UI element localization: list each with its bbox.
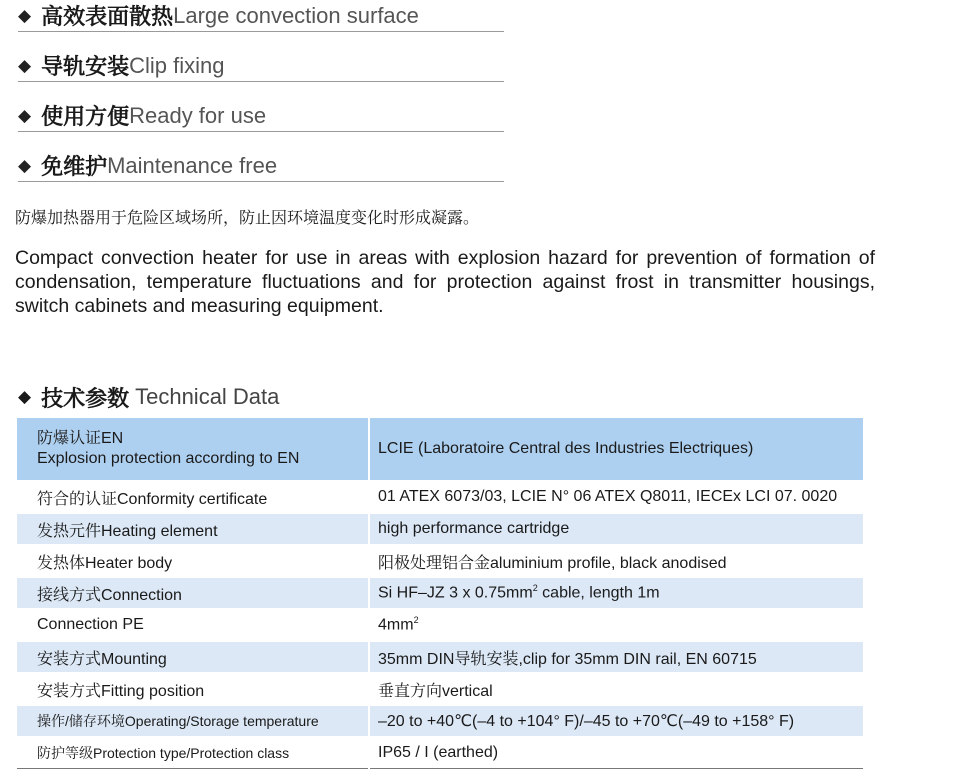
- row-label: Connection PE: [17, 609, 369, 641]
- diamond-bullet-icon: ◆: [18, 5, 32, 25]
- row-value: 01 ATEX 6073/03, LCIE N° 06 ATEX Q8011, IECEx LCI 07. 0020: [369, 481, 863, 513]
- feature-label-zh: 使用方便: [41, 105, 130, 130]
- row-label: 安装方式Mounting: [17, 641, 369, 673]
- feature-item: [18, 0, 504, 32]
- row-value: –20 to +40℃(–4 to +104° F)/–45 to +70℃(–49 to +158° F): [369, 705, 863, 737]
- table-row: [17, 705, 863, 737]
- feature-label-en: Ready for use: [129, 102, 267, 128]
- row-label: 发热体Heater body: [17, 545, 369, 577]
- table-row: [17, 641, 863, 673]
- row-value: 阳极处理铝合金aluminium profile, black anodised: [369, 545, 863, 577]
- technical-data-table: [17, 418, 863, 769]
- diamond-bullet-icon: ◆: [18, 105, 32, 125]
- table-row: [17, 577, 863, 609]
- section-title-en: Technical Data: [135, 384, 280, 409]
- feature-label-zh: 免维护: [41, 155, 108, 180]
- diamond-bullet-icon: ◆: [18, 387, 32, 406]
- row-value-tail: cable, length 1m: [537, 584, 660, 602]
- row-label: 防护等级Protection type/Protection class: [17, 737, 369, 769]
- diamond-bullet-icon: ◆: [18, 55, 32, 75]
- diamond-bullet-icon: ◆: [18, 155, 32, 175]
- row-value-text: 4mm: [378, 616, 414, 634]
- row-label: 安装方式Fitting position: [17, 673, 369, 705]
- table-row: [17, 513, 863, 545]
- row-value: 35mm DIN导轨安装,clip for 35mm DIN rail, EN 60715: [369, 641, 863, 673]
- row-label-line: Explosion protection according to EN: [37, 450, 300, 467]
- section-title: [18, 382, 279, 412]
- row-label-line: 防爆认证EN: [37, 430, 124, 447]
- row-value: high performance cartridge: [369, 513, 863, 545]
- table-row: [17, 418, 863, 481]
- feature-item: [18, 50, 504, 82]
- row-value: IP65 / I (earthed): [369, 737, 863, 769]
- section-title-zh: 技术参数: [41, 386, 130, 412]
- table-row: [17, 609, 863, 641]
- superscript: 2: [413, 615, 419, 626]
- row-label: 接线方式Connection: [17, 577, 369, 609]
- row-value: [369, 577, 863, 609]
- row-value: [369, 609, 863, 641]
- table-row: [17, 673, 863, 705]
- row-label: 符合的认证Conformity certificate: [17, 481, 369, 513]
- row-value-text: Si HF–JZ 3 x 0.75mm: [378, 584, 533, 602]
- row-value: LCIE (Laboratoire Central des Industries Electriques): [369, 418, 863, 481]
- feature-label-zh: 导轨安装: [41, 55, 130, 80]
- intro-text-en: Compact convection heater for use in areas with explosion hazard for prevention of formation of condensation, temperature fluctuations and for protection against frost in transmitter housings, switch cabinets and measuring equipment.: [15, 247, 875, 317]
- intro-text-zh: 防爆加热器用于危险区域场所，防止因环境温度变化时形成凝露。: [15, 208, 480, 227]
- feature-label-zh: 高效表面散热: [41, 5, 174, 30]
- feature-label-en: Maintenance free: [107, 152, 278, 178]
- feature-item: [18, 100, 504, 132]
- superscript: 2: [532, 583, 538, 594]
- row-value: 垂直方向vertical: [369, 673, 863, 705]
- table-row: [17, 737, 863, 769]
- feature-label-en: Large convection surface: [173, 2, 419, 28]
- table-row: [17, 545, 863, 577]
- row-label: [17, 418, 369, 481]
- row-label: 发热元件Heating element: [17, 513, 369, 545]
- table-row: [17, 481, 863, 513]
- row-label: 操作/储存环境Operating/Storage temperature: [17, 705, 369, 737]
- feature-item: [18, 150, 504, 182]
- feature-label-en: Clip fixing: [129, 52, 225, 78]
